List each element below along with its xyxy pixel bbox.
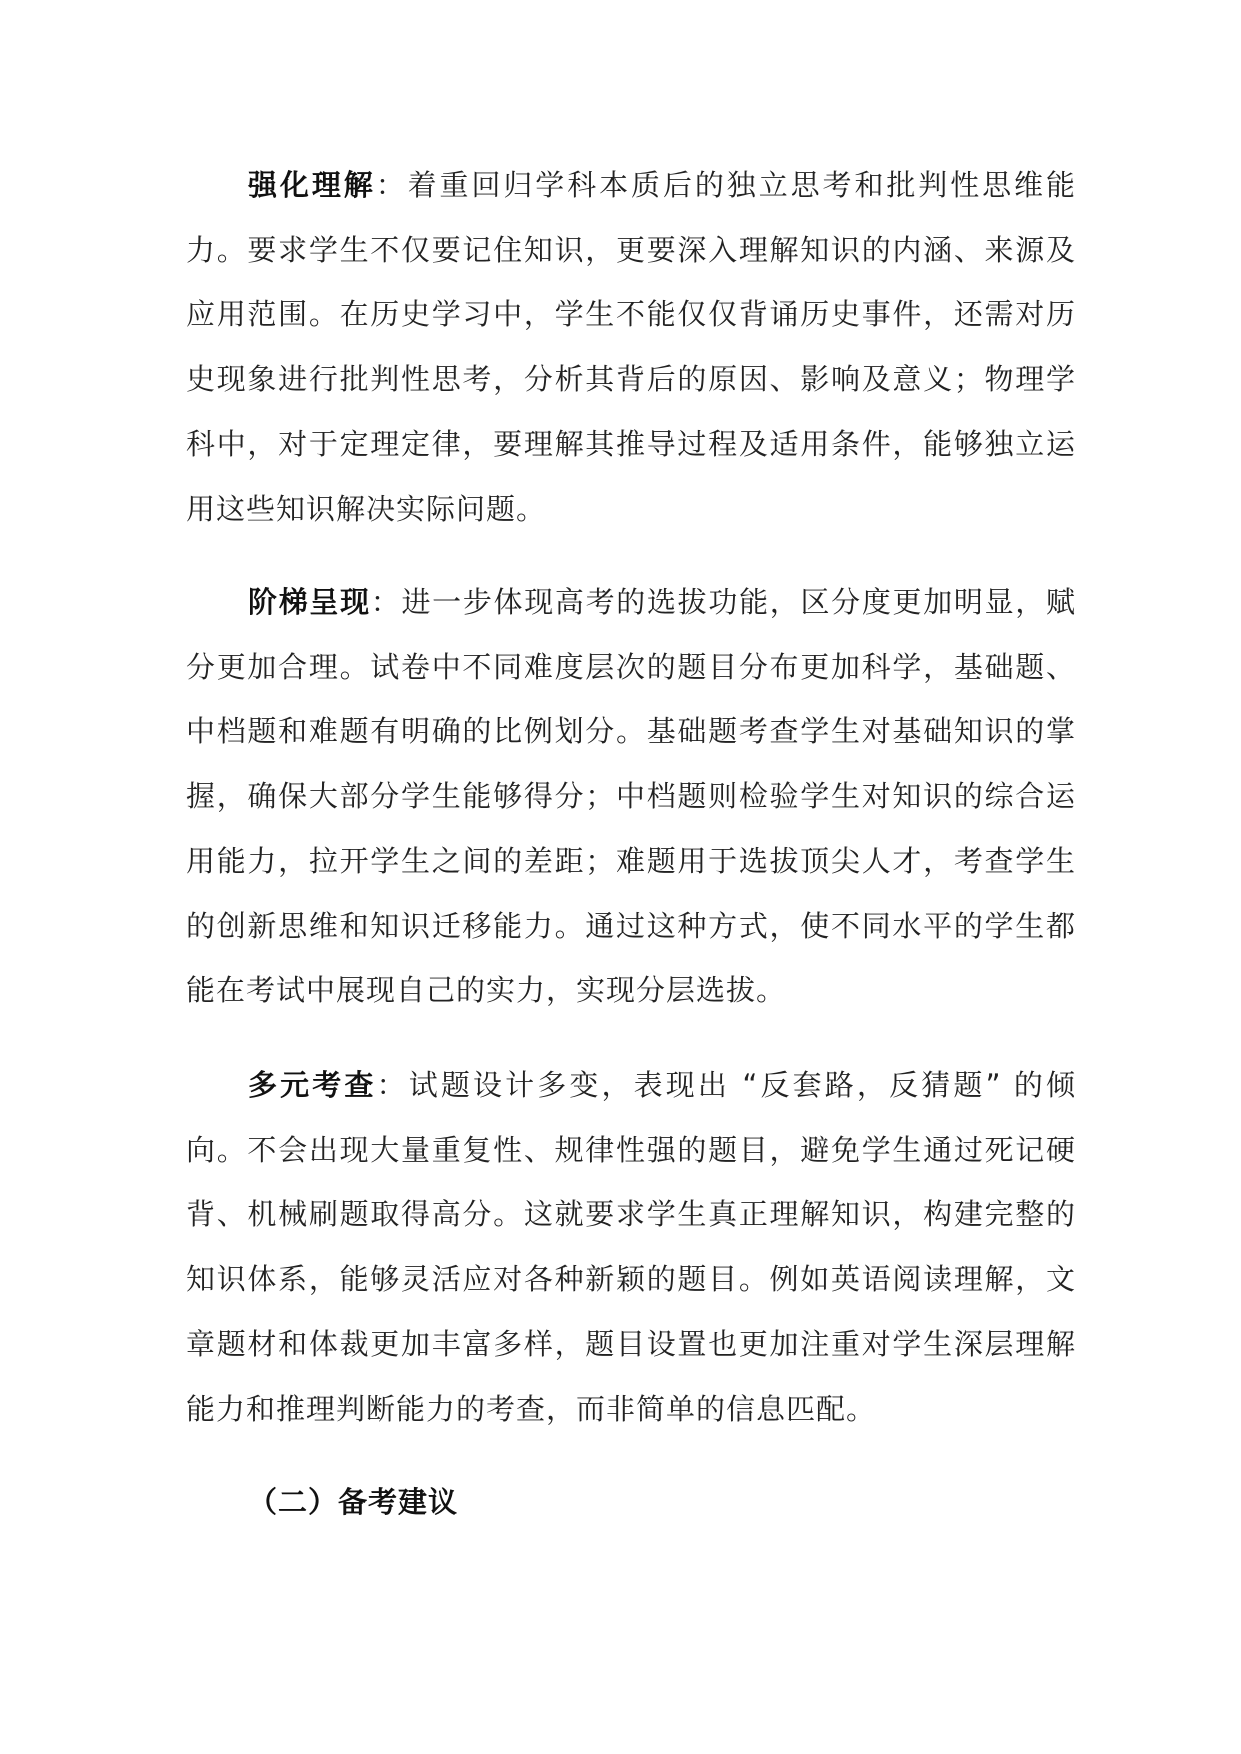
paragraph-lead-term: 多元考查 bbox=[248, 1068, 377, 1102]
paragraph-body: 试题设计多变，表现出 “反套路，反猜题” 的倾向。不会出现大量重复性、规律性强的题目，避免学生通过死记硬背、机械刷题取得高分。这就要求学生真正理解知识，构建完整的知识体系，能够灵活应对各种新颖的题目。例如英语阅读理解，文章题材和体裁更加丰富多样，题目设置也更加注重对学生深层理解能力和推理判断能力的考查，而非简单的信息匹配。 bbox=[186, 1068, 1076, 1426]
paragraph-tiered-presentation bbox=[186, 570, 1076, 1023]
paragraph-lead-term: 强化理解 bbox=[248, 168, 376, 202]
paragraph-separator: ： bbox=[370, 585, 402, 619]
paragraph-diverse-assessment bbox=[186, 1053, 1076, 1441]
paragraph-separator: ： bbox=[375, 168, 408, 202]
paragraph-body: 着重回归学科本质后的独立思考和批判性思维能力。要求学生不仅要记住知识，更要深入理解知识的内涵、来源及应用范围。在历史学习中，学生不能仅仅背诵历史事件，还需对历史现象进行批判性思考，分析其背后的原因、影响及意义；物理学科中，对于定理定律，要理解其推导过程及适用条件，能够独立运用这些知识解决实际问题。 bbox=[186, 168, 1076, 526]
paragraph-strengthen-understanding bbox=[186, 153, 1076, 541]
paragraph-separator: ： bbox=[376, 1068, 409, 1102]
paragraph-lead-term: 阶梯呈现 bbox=[248, 585, 371, 619]
section-heading: （二）备考建议 bbox=[248, 1485, 459, 1519]
paragraph-body: 进一步体现高考的选拔功能，区分度更加明显，赋分更加合理。试卷中不同难度层次的题目分布更加科学，基础题、中档题和难题有明确的比例划分。基础题考查学生对基础知识的掌握，确保大部分学生能够得分；中档题则检验学生对知识的综合运用能力，拉开学生之间的差距；难题用于选拔顶尖人才，考查学生的创新思维和知识迁移能力。通过这种方式，使不同水平的学生都能在考试中展现自己的实力，实现分层选拔。 bbox=[186, 585, 1076, 1008]
